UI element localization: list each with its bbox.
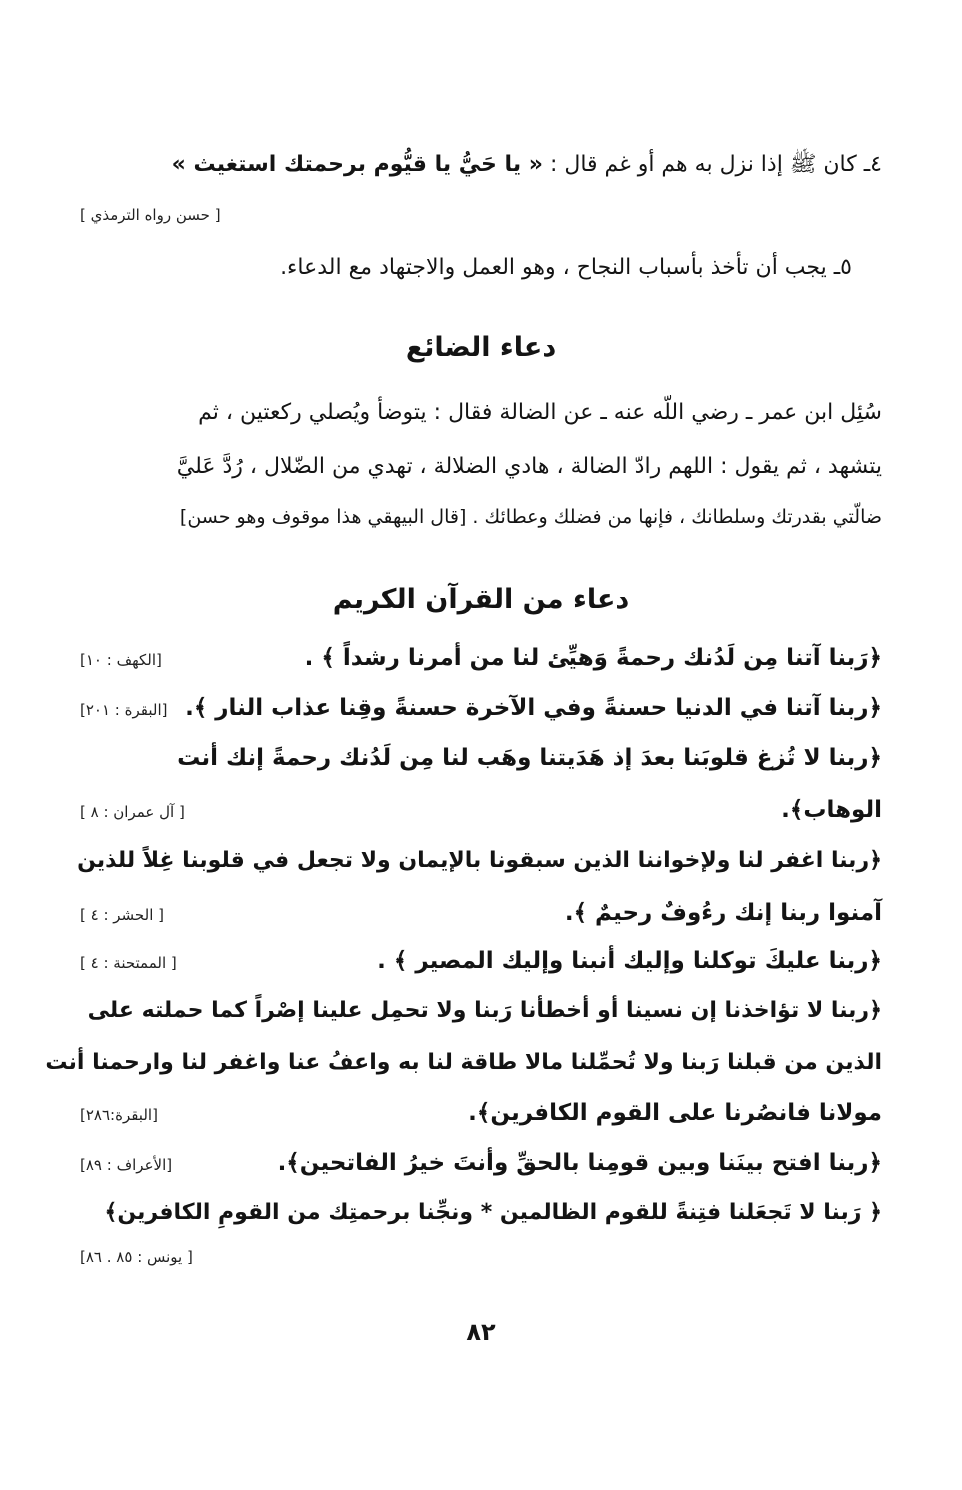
page-number: ٨٢: [466, 1318, 496, 1346]
verse-6c-line: [80, 1100, 882, 1126]
section1-line-1: [80, 400, 882, 425]
item-4-ref-line: [80, 206, 882, 224]
item-5-line: [80, 255, 852, 280]
verse-3a-line: [80, 745, 882, 771]
verse-1: ﴿رَبنا آتنا مِن لَدُنك رحمةً وَهيِّئ لنا من أمرنا رشداً ﴾ .: [304, 645, 882, 671]
verse-4b: آمنوا ربنا إنك رءُوفٌ رحيمٌ ﴾.: [564, 900, 882, 926]
verse-6c: مولانا فانصُرنا على القوم الكافرين﴾.: [468, 1100, 882, 1126]
verse-6b: الذين من قبلنا رَبنا ولا تُحمِّلنا مالا طاقة لنا به واعفُ عنا واغفر لنا وارحمنا أنت: [45, 1050, 882, 1075]
item-4-reference: [ حسن رواه الترمذي ]: [80, 206, 221, 224]
verse-1-ref: [الكهف : ١٠]: [80, 651, 162, 669]
verse-3b-line: [80, 797, 882, 823]
verse-4b-line: [80, 900, 882, 926]
section1-text-2: يتشهد ، ثم يقول : اللهم رادّ الضالة ، هادي الضلالة ، تهدي من الضّلال ، رُدَّ عَليَّ: [176, 454, 882, 479]
verse-5: ﴿ربنا عليكَ توكلنا وإليك أنبنا وإليك المصير ﴾ .: [377, 948, 882, 974]
item-4-line: [80, 150, 882, 182]
verse-6b-line: [45, 1050, 882, 1075]
verse-3a: ﴿ربنا لا تُزغ قلوبَنا بعدَ إذ هَدَيتنا وهَب لنا مِن لَدُنك رحمةً إنك أنت: [177, 745, 882, 771]
section1-line-3: [80, 506, 882, 528]
item-5-text: ٥ـ يجب أن تأخذ بأسباب النجاح ، وهو العمل والاجتهاد مع الدعاء.: [280, 255, 852, 280]
section-title-lost: دعاء الضائع: [405, 332, 557, 363]
section-title-quran: دعاء من القرآن الكريم: [332, 584, 630, 615]
verse-2-ref: [البقرة : ٢٠١]: [80, 701, 168, 719]
verse-2: ﴿ربنا آتنا في الدنيا حسنةً وفي الآخرة حسنةً وقِنا عذاب النار ﴾.: [185, 695, 882, 721]
item-4-text: [172, 150, 882, 182]
verse-6a-line: [80, 998, 882, 1023]
verse-5-ref: [ الممتحنة : ٤ ]: [80, 954, 177, 972]
verse-3-ref: [ آل عمران : ٨ ]: [80, 803, 185, 821]
verse-8-ref-line: [80, 1248, 882, 1266]
verse-8-line: [80, 1200, 882, 1225]
item-4-supplication: « يا حَيُّ يا قيُّوم برحمتك استغيث »: [171, 152, 543, 177]
verse-4a-line: [77, 848, 882, 873]
verse-8-ref: [ يونس : ٨٥ . ٨٦]: [80, 1248, 193, 1266]
verse-1-line: [80, 645, 882, 671]
verse-7: ﴿ربنا افتح بينَنا وبين قومِنا بالحقِّ وأنتَ خيرُ الفاتحين﴾.: [277, 1150, 882, 1176]
section1-line-2: [80, 454, 882, 479]
verse-4-ref: [ الحشر : ٤ ]: [80, 906, 164, 924]
section1-text-1: سُئِل ابن عمر ـ رضي اللّه عنه ـ عن الضالة فقال : يتوضأ ويُصلي ركعتين ، ثم: [198, 400, 882, 425]
verse-5-line: [80, 948, 882, 974]
verse-8: ﴿ رَبنا لا تَجعَلنا فتِنةً للقوم الظالمين * ونجِّنا برحمتِك من القومِ الكافرين﴾: [104, 1200, 882, 1225]
verse-6-ref: [البقرة:٢٨٦]: [80, 1106, 158, 1124]
item-4-prefix: ٤ـ كان ﷺ إذا نزل به هم أو غم قال :: [542, 152, 882, 177]
verse-6a: ﴿ربنا لا تؤاخذنا إن نسينا أو أخطأنا رَبنا ولا تحمِل علينا إصْراً كما حملته على: [87, 998, 882, 1023]
verse-3b: الوهاب﴾.: [781, 797, 882, 823]
verse-2-line: [80, 695, 882, 721]
verse-7-line: [80, 1150, 882, 1176]
verse-4a: ﴿ربنا اغفر لنا ولإخواننا الذين سبقونا بالإيمان ولا تجعل في قلوبنا غِلاً للذين: [77, 848, 882, 873]
section1-text-3: ضالّتي بقدرتك وسلطانك ، فإنها من فضلك وعطائك . [قال البيهقي هذا موقوف وهو حسن]: [179, 506, 882, 528]
verse-7-ref: [الأعراف : ٨٩]: [80, 1156, 173, 1174]
